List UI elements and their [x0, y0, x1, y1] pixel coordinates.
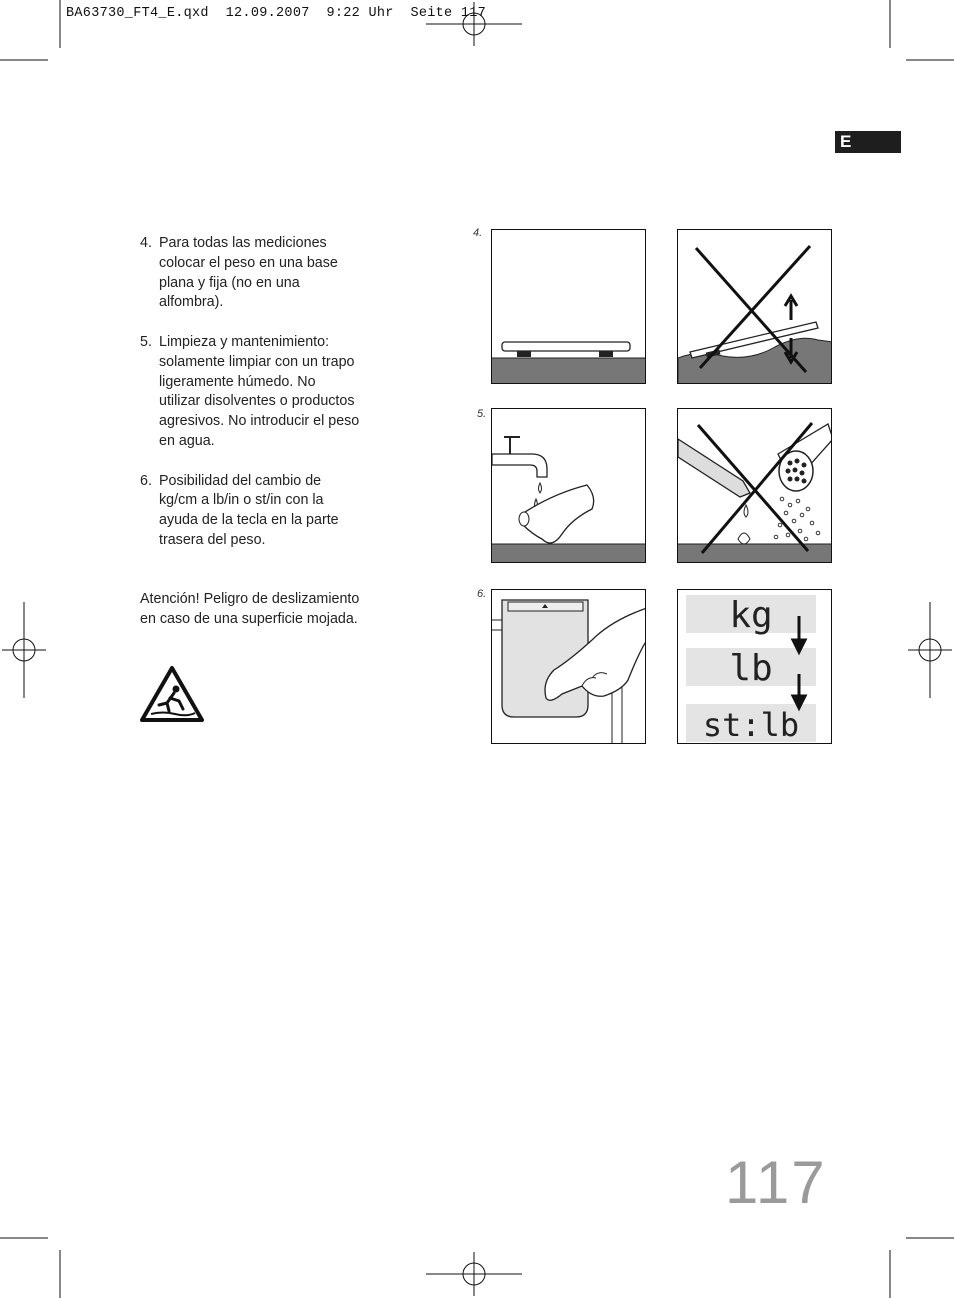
figure-label-5: 5. — [477, 408, 487, 420]
instruction-item-4 — [140, 234, 360, 313]
scale-on-carpet-crossed-figure — [677, 229, 832, 384]
instruction-number: 6. — [140, 472, 152, 489]
file-slug: BA63730_FT4_E.qxd 12.09.2007 9:22 Uhr Seite 117 — [66, 6, 487, 21]
instruction-text: Posibilidad del cambio de kg/cm a lb/in o st/in con la ayuda de la tecla en la parte trasera del peso. — [159, 472, 339, 548]
page-number: 117 — [725, 1149, 827, 1216]
scale-on-flat-floor-figure — [491, 229, 646, 384]
unit-button-press-figure — [491, 589, 646, 744]
instruction-text: Para todas las mediciones colocar el peso en una base plana y fija (no en una alfombra). — [159, 235, 338, 311]
slippery-floor-warning-icon — [139, 665, 205, 723]
instruction-column — [140, 234, 360, 629]
attention-note: Atención! Peligro de deslizamiento en caso de una superficie mojada. — [140, 590, 360, 627]
display-lb: lb — [729, 648, 773, 689]
no-solvents-crossed-figure — [677, 408, 832, 563]
unit-display-sequence-figure — [677, 589, 832, 744]
instruction-item-6 — [140, 472, 360, 551]
damp-cloth-cleaning-figure — [491, 408, 646, 563]
language-tab: E — [835, 131, 901, 153]
instruction-number: 4. — [140, 235, 152, 251]
instruction-number: 5. — [140, 333, 152, 350]
instruction-text: Limpieza y mantenimiento: solamente limpiar con un trapo ligeramente húmedo. No utilizar disolventes o productos agresivos. No introducir el peso en agua. — [159, 333, 360, 449]
display-st-lb: st:lb — [702, 706, 800, 744]
instruction-item-5 — [140, 333, 360, 452]
display-kg: kg — [729, 595, 773, 636]
figure-label-4: 4. — [473, 227, 483, 239]
figure-label-6: 6. — [477, 588, 487, 600]
